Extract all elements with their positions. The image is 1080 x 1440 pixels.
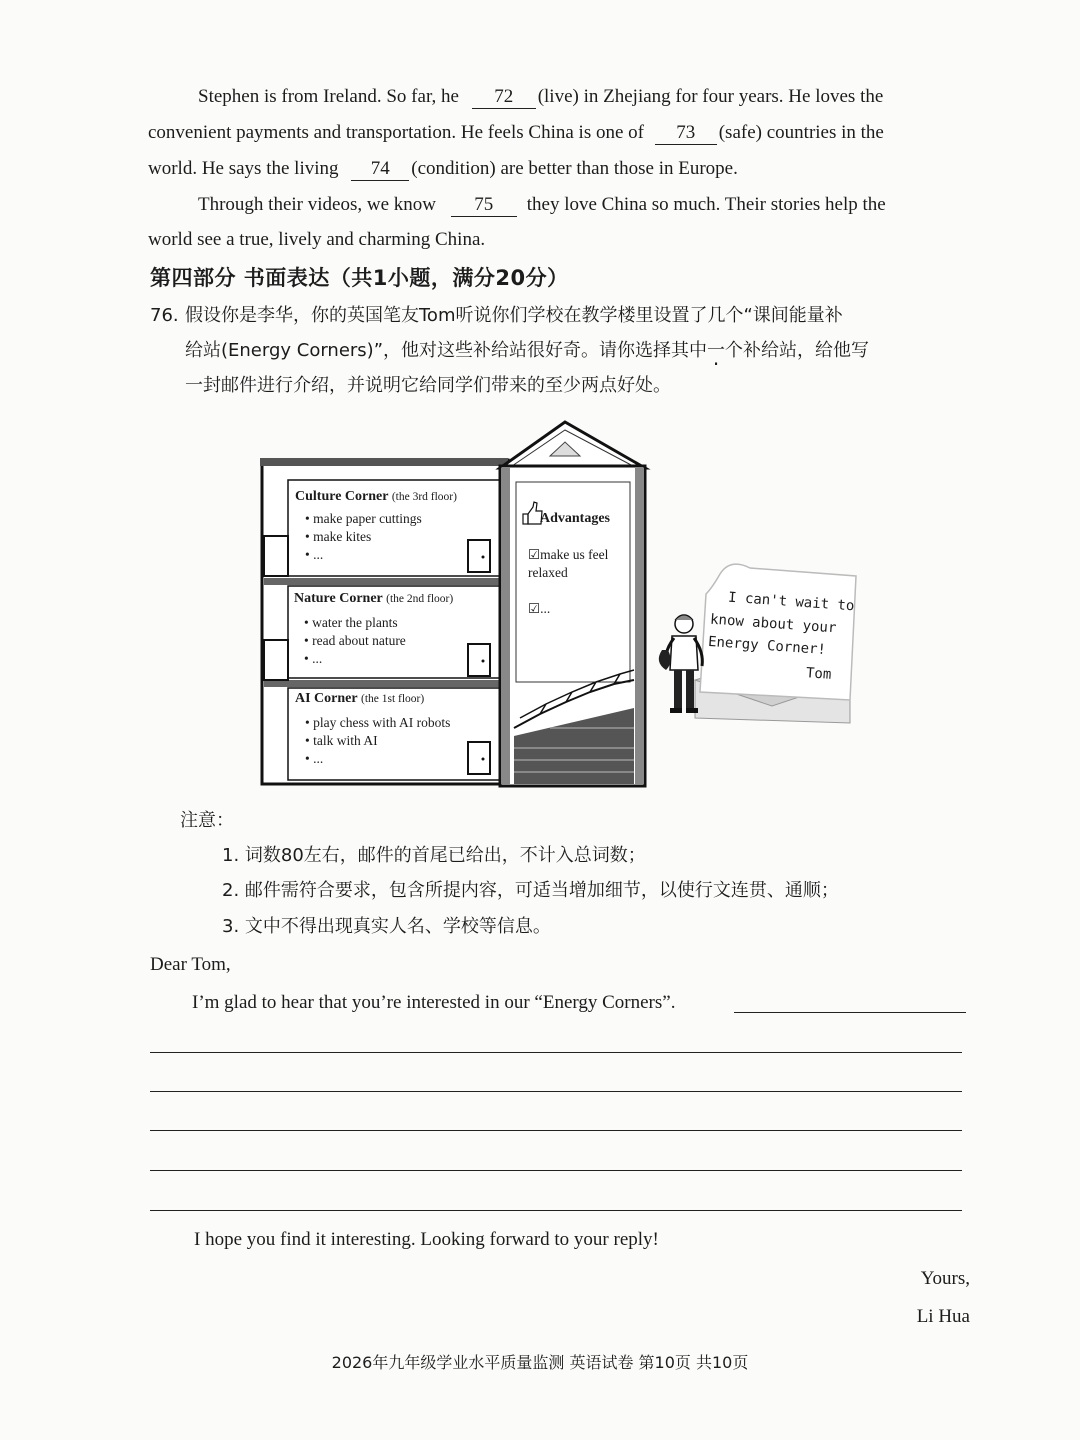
note-signature: Tom [805,665,832,683]
energy-corners-illustration [250,418,870,790]
culture-item-1: • make paper cuttings [305,511,422,526]
letter-closing: I hope you find it interesting. Looking forward to your reply! [194,1229,659,1250]
writing-line[interactable] [150,1210,962,1211]
writing-line[interactable] [734,1012,966,1013]
notice-title: 注意： [180,810,234,831]
section-title: 第四部分 书面表达（共1小题，满分20分） [150,266,569,290]
ai-corner-box: AI Corner (the 1st floor) [295,691,425,706]
note-line-1: I can't wait to [727,589,855,615]
nature-item-3: • ... [304,651,323,666]
notice-item-2: 2. 邮件需符合要求，包含所提内容，可适当增加细节，以使行文连贯、通顺； [222,880,839,901]
nature-corner-box: Nature Corner (the 2nd floor) [294,591,454,606]
letter-signoff: Yours, [920,1268,970,1289]
passage-line-5: world see a true, lively and charming China. [148,229,486,250]
blank-73: 73 [655,122,717,145]
letter-greeting: Dear Tom, [150,954,231,975]
nature-item-1: • water the plants [304,615,398,630]
advantage-item-1a: ☑make us feel [528,547,609,562]
question-line-1: 假设你是李华，你的英国笔友Tom听说你们学校在教学楼里设置了几个“课间能量补 [185,305,843,326]
culture-item-3: • ... [305,547,324,562]
blank-75: 75 [451,194,517,217]
blank-74: 74 [351,158,409,181]
passage-line-3: world. He says the living 74 (condition) are better than those in Europe. [148,158,738,179]
ai-item-2: • talk with AI [305,733,378,748]
writing-line[interactable] [150,1052,962,1053]
letter-opening: I’m glad to hear that you’re interested in our “Energy Corners”. [192,992,676,1013]
culture-corner-box: Culture Corner (the 3rd floor) [295,489,457,504]
writing-line[interactable] [150,1091,962,1092]
ai-item-3: • ... [305,751,324,766]
writing-line[interactable] [150,1170,962,1171]
note-line-2: know about your [709,611,837,637]
writing-line[interactable] [150,1130,962,1131]
emphasized-text: 中一个 [689,340,744,361]
notice-item-1: 1. 词数80左右，邮件的首尾已给出，不计入总词数； [222,845,646,866]
ai-item-1: • play chess with AI robots [305,715,451,730]
nature-item-2: • read about nature [304,633,406,648]
question-number: 76. [150,305,179,326]
passage-line-1: Stephen is from Ireland. So far, he 72 (live) in Zhejiang for four years. He loves the [198,86,884,107]
notice-item-3: 3. 文中不得出现真实人名、学校等信息。 [222,916,551,937]
passage-line-2: convenient payments and transportation. He feels China is one of 73 (safe) countries in the [148,122,884,143]
advantages-title: Advantages [540,511,611,526]
advantage-item-2: ☑... [528,601,551,616]
note-line-3: Energy Corner! [707,633,827,659]
question-line-3: 一封邮件进行介绍，并说明它给同学们带来的至少两点好处。 [185,375,671,396]
blank-72: 72 [472,86,536,109]
question-line-2: 给站(Energy Corners)”，他对这些补给站很好奇。请你选择其中一个补给站，给他写 [185,340,870,361]
advantage-item-1b: relaxed [528,565,568,580]
page-footer: 2026年九年级学业水平质量监测 英语试卷 第10页 共10页 [331,1353,749,1372]
passage-line-4: Through their videos, we know 75 they love China so much. Their stories help the [198,194,886,215]
letter-name: Li Hua [916,1306,970,1327]
culture-item-2: • make kites [305,529,372,544]
